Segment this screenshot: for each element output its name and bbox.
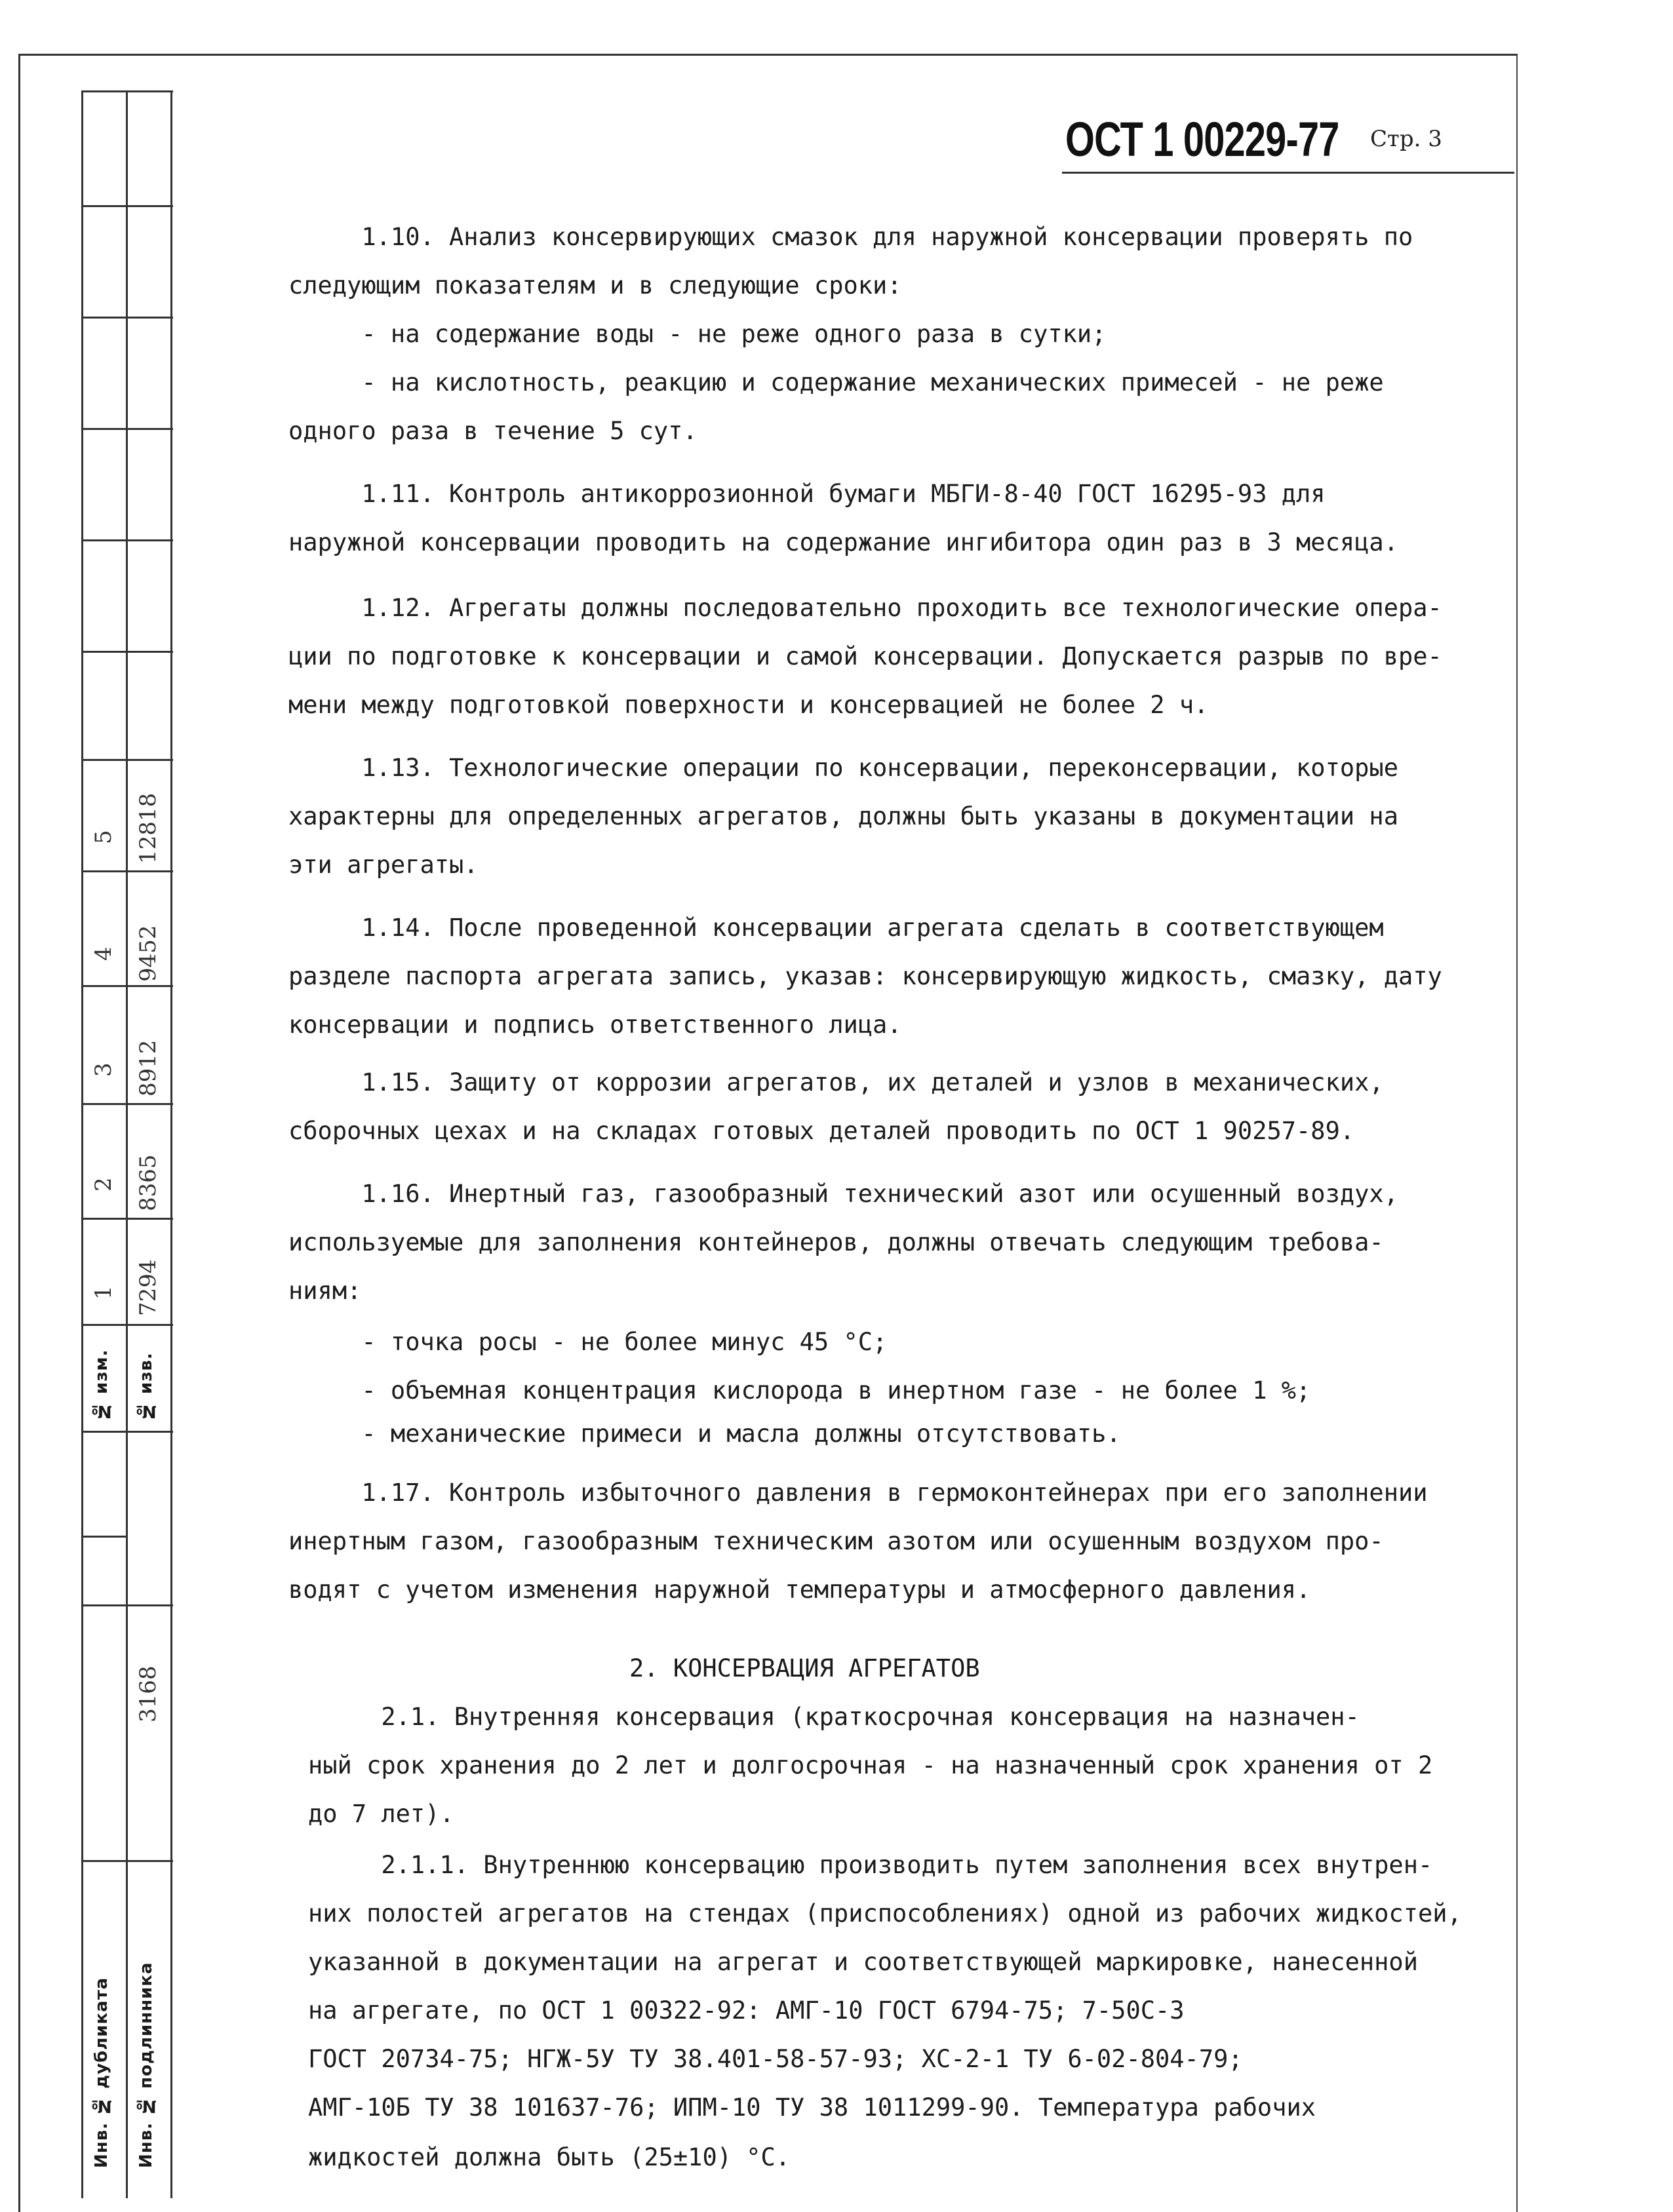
text-line: используемые для заполнения контейнеров, должны отвечать следующим требова- [288, 1228, 1384, 1256]
stamp-rule [81, 759, 173, 761]
stamp-change-number: 2 [90, 1177, 117, 1192]
text-line: инертным газом, газообразным техническим азотом или осушенным воздухом про- [288, 1527, 1384, 1555]
stamp-rule [81, 651, 173, 653]
stamp-rule [81, 1431, 173, 1433]
text-line: ный срок хранения до 2 лет и долгосрочная - на назначенный срок хранения от 2 [308, 1751, 1433, 1779]
text-line: ГОСТ 20734-75; НГЖ-5У ТУ 38.401-58-57-93; ХС-2-1 ТУ 6-02-804-79; [308, 2045, 1243, 2073]
stamp-rule [81, 317, 173, 319]
page-number: Стр. 3 [1370, 126, 1442, 152]
stamp-column-edge [170, 90, 172, 2198]
section-heading: 2. КОНСЕРВАЦИЯ АГРЕГАТОВ [629, 1654, 980, 1682]
stamp-change-number: 1 [90, 1285, 117, 1300]
stamp-rule [81, 1536, 126, 1538]
text-line: характерны для определенных агрегатов, должны быть указаны в документации на [288, 802, 1398, 830]
text-line: ниям: [288, 1277, 362, 1305]
text-line: 2.1. Внутренняя консервация (краткосрочная консервация на назначен- [308, 1703, 1360, 1731]
text-line: эти агрегаты. [288, 851, 479, 879]
text-line: 2.1.1. Внутреннюю консервацию производить путем заполнения всех внутрен- [308, 1851, 1433, 1879]
text-line: разделе паспорта агрегата запись, указав: консервирующую жидкость, смазку, дату [288, 962, 1442, 990]
text-line: 1.12. Агрегаты должны последовательно проходить все технологические опера- [288, 594, 1442, 622]
stamp-rule [81, 1218, 173, 1220]
text-line: следующим показателям и в следующие сроки: [288, 271, 902, 300]
stamp-notice-number: 8365 [135, 1154, 161, 1211]
text-line: - механические примеси и масла должны отсутствовать. [288, 1420, 1121, 1448]
text-line: до 7 лет). [308, 1800, 454, 1828]
stamp-change-number: 3 [90, 1062, 117, 1077]
text-line: - на содержание воды - не реже одного раза в сутки; [288, 320, 1107, 348]
text-line: них полостей агрегатов на стендах (приспособлениях) одной из рабочих жидкостей, [308, 1899, 1462, 1928]
stamp-rule [81, 870, 173, 872]
text-line: водят с учетом изменения наружной температуры и атмосферного давления. [288, 1576, 1311, 1604]
text-line: - объемная концентрация кислорода в инертном газе - не более 1 %; [288, 1376, 1311, 1405]
text-line: одного раза в течение 5 сут. [288, 417, 698, 445]
text-line: 1.10. Анализ консервирующих смазок для наружной консервации проверять по [288, 223, 1413, 251]
text-line: консервации и подпись ответственного лица. [288, 1011, 902, 1039]
text-line: наружной консервации проводить на содержание ингибитора один раз в 3 месяца. [288, 528, 1398, 556]
stamp-rule [81, 985, 173, 987]
stamp-duplicate-label: Инв. № дубликата [92, 1977, 111, 2168]
stamp-notice-number: 12818 [135, 792, 161, 864]
text-line: 1.13. Технологические операции по консервации, переконсервации, которые [288, 754, 1398, 782]
stamp-rule [81, 428, 173, 430]
stamp-change-label: № изм. [92, 1349, 111, 1421]
stamp-rule [81, 1604, 173, 1606]
text-line: - на кислотность, реакцию и содержание механических примесей - не реже [288, 368, 1384, 397]
text-line: на агрегате, по ОСТ 1 00322-92: АМГ-10 ГОСТ 6794-75; 7-50С-3 [308, 1996, 1185, 2025]
stamp-notice-number: 7294 [135, 1259, 161, 1316]
stamp-rule [81, 539, 173, 541]
text-line: 1.11. Контроль антикоррозионной бумаги МБГИ-8-40 ГОСТ 16295-93 для [288, 480, 1326, 508]
stamp-change-number: 5 [90, 830, 117, 844]
text-line: сборочных цехах и на складах готовых деталей проводить по ОСТ 1 90257-89. [288, 1117, 1355, 1145]
text-line: мени между подготовкой поверхности и консервацией не более 2 ч. [288, 691, 1209, 719]
text-line: указанной в документации на агрегат и соответствующей маркировке, нанесенной [308, 1948, 1418, 1976]
text-line: 1.17. Контроль избыточного давления в гермоконтейнерах при его заполнении [288, 1479, 1428, 1507]
text-line: 1.16. Инертный газ, газообразный технический азот или осушенный воздух, [288, 1180, 1398, 1208]
stamp-original-number: 3168 [135, 1665, 161, 1722]
stamp-rule [81, 90, 173, 92]
stamp-notice-label: № изв. [136, 1352, 156, 1421]
revision-stamp [81, 90, 173, 2198]
stamp-notice-number: 9452 [135, 925, 161, 982]
stamp-notice-number: 8912 [135, 1039, 161, 1096]
text-line: 1.15. Защиту от коррозии агрегатов, их деталей и узлов в механических, [288, 1068, 1384, 1096]
text-line: жидкостей должна быть (25±10) °С. [308, 2143, 791, 2171]
standard-code: ОСТ 1 00229-77 [1065, 112, 1339, 166]
stamp-rule [81, 1860, 173, 1862]
document-header [1065, 111, 1518, 174]
text-line: ции по подготовке к консервации и самой консервации. Допускается разрыв по вре- [288, 642, 1442, 670]
text-line: АМГ-10Б ТУ 38 101637-76; ИПМ-10 ТУ 38 1011299-90. Температура рабочих [308, 2093, 1316, 2122]
text-line: 1.14. После проведенной консервации агрегата сделать в соответствующем [288, 914, 1384, 942]
stamp-change-number: 4 [90, 946, 117, 961]
stamp-rule [81, 1324, 173, 1326]
text-line: - точка росы - не более минус 45 °С; [288, 1328, 888, 1356]
stamp-rule [81, 205, 173, 207]
stamp-rule [81, 1103, 173, 1105]
stamp-original-label: Инв. № подлинника [136, 1962, 156, 2168]
header-underline [1062, 172, 1514, 174]
